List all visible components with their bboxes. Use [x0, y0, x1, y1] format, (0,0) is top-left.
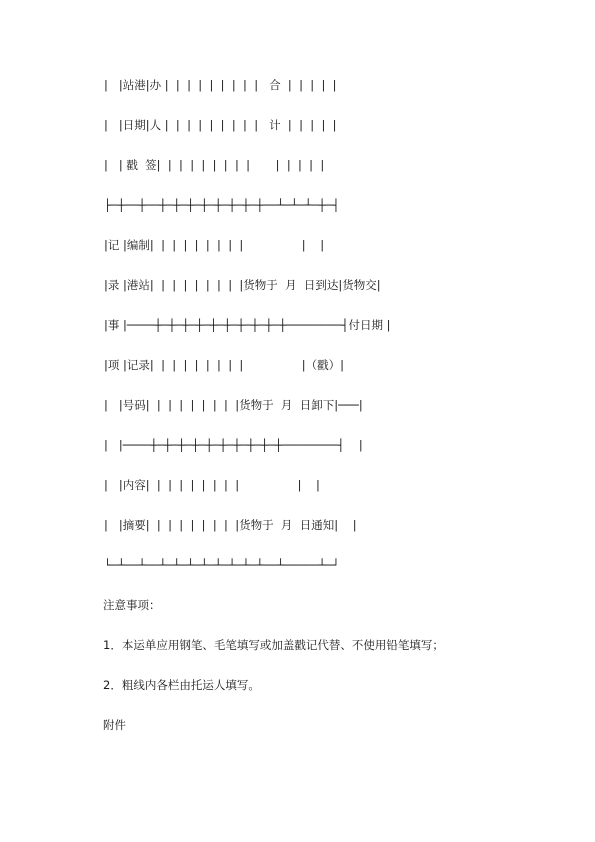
- form-rule-bottom: └─┴──┴──┴─┴─┴─┴─┴─┴─┴─┴──┴─────┴─┘: [104, 558, 340, 572]
- attachment-label: 附件: [103, 718, 126, 732]
- form-row-record-compile: |记 |编制| | | | | | | | | | |: [104, 238, 325, 252]
- form-rule-2: | |────┼─┼─┼─┼─┼─┼─┼─┼─┼─┼────────┤ |: [104, 438, 363, 452]
- notes-heading: 注意事项：: [103, 598, 161, 612]
- note-item-2: 2．粗线内各栏由托运人填写。: [103, 678, 260, 692]
- form-row-stamp-sign: | | 戳 签| | | | | | | | | | | | | |: [104, 158, 325, 172]
- form-row-arrival: |录 |港站| | | | | | | | |货物于 月 日到达|货物交|: [104, 278, 381, 292]
- form-row-delivery-date: |事 |────┼─┼─┼─┼─┼─┼─┼─┼─┼─┼────────┤付日期 |: [104, 318, 391, 332]
- form-row-content: | |内容| | | | | | | | | | |: [104, 478, 320, 492]
- form-row-unload: | |号码| | | | | | | | |货物于 月 日卸下|───|: [104, 398, 363, 412]
- form-row-record-stamp: |项 |记录| | | | | | | | | |（戳）|: [104, 358, 344, 372]
- form-row-date-person: | |日期|人 | | | | | | | | | 计 | | | | |: [104, 118, 337, 132]
- form-row-station-office: | |站港|办 | | | | | | | | | 合 | | | | |: [104, 78, 337, 92]
- form-row-notify: | |摘要| | | | | | | | |货物于 月 日通知| |: [104, 518, 357, 532]
- form-rule-1: ├─┼──┼──┼─┼─┼─┼─┼─┼─┼─┼──┴─┴─┴─┼─┤: [104, 198, 340, 212]
- note-item-1: 1．本运单应用钢笔、毛笔填写或加盖戳记代替、不使用铅笔填写；: [103, 638, 444, 652]
